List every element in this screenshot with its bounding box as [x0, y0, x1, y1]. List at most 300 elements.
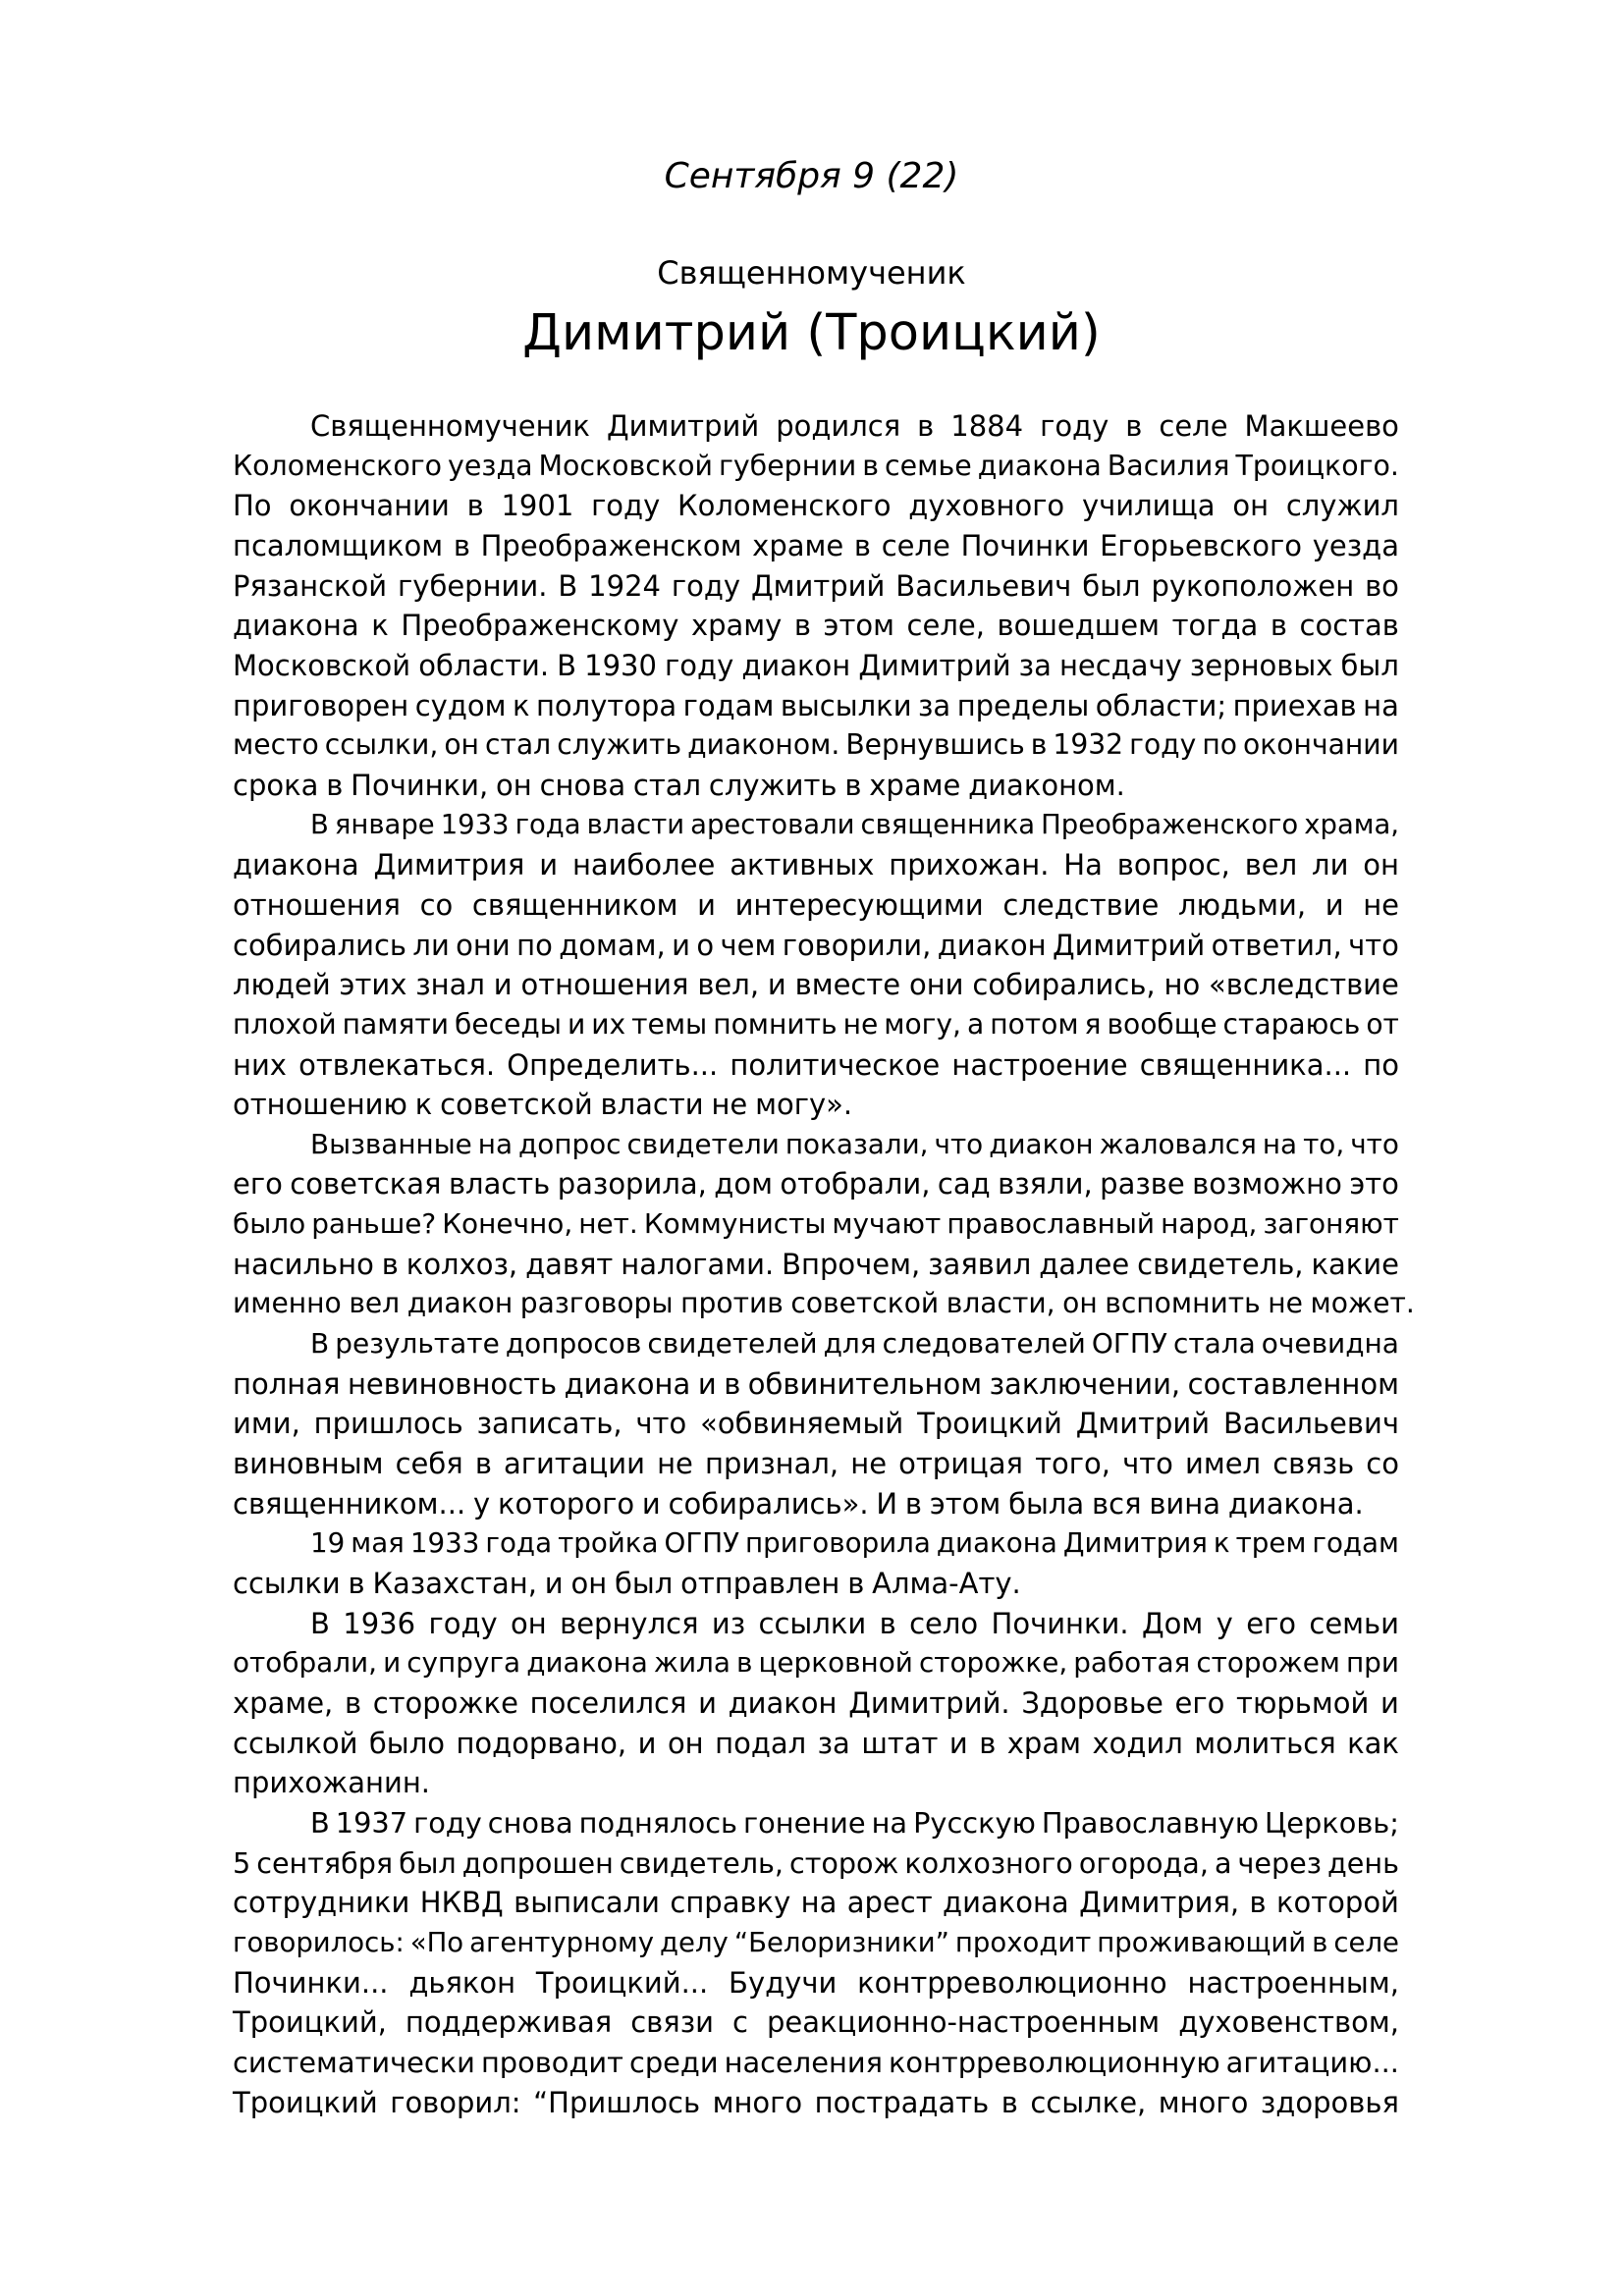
word: полная	[233, 1366, 341, 1401]
word: Дом	[1141, 1606, 1204, 1640]
word: сотрудники	[233, 1886, 410, 1920]
word: не	[1363, 887, 1399, 922]
word: тюрьмой	[1236, 1686, 1370, 1720]
word: По	[233, 489, 272, 523]
word: через	[1237, 1845, 1322, 1880]
text-line	[233, 566, 1399, 607]
word: насильно	[233, 1247, 374, 1281]
word: Коломенского	[233, 449, 443, 482]
word: штат	[861, 1726, 939, 1760]
word: рукоположен	[1151, 568, 1355, 603]
word: Васильевич	[895, 568, 1072, 603]
word: годам	[682, 688, 775, 722]
word: какие	[1311, 1247, 1399, 1281]
word: 19	[310, 1526, 346, 1560]
word: с	[731, 2005, 748, 2040]
text-line	[233, 1164, 1399, 1204]
word: в	[1270, 609, 1287, 643]
word: в	[735, 1646, 753, 1680]
word: его	[233, 1167, 283, 1201]
word: Димитрия	[1062, 1526, 1208, 1560]
word: агентурному	[469, 1926, 654, 1958]
word: именно	[233, 1287, 342, 1320]
word: селе	[881, 528, 950, 562]
word: году	[591, 489, 661, 523]
word: Димитрий.	[848, 1686, 1010, 1720]
word: выписали	[514, 1886, 661, 1920]
word: нет.	[578, 1207, 638, 1241]
word: окончании	[1243, 728, 1399, 762]
word: что	[1350, 1127, 1399, 1160]
word: диакона	[943, 1886, 1069, 1920]
word: Коммунисты	[643, 1207, 827, 1241]
word: году	[671, 568, 741, 603]
word: он	[570, 1567, 608, 1601]
word: семьи	[1309, 1606, 1399, 1640]
word: Здоровье	[1021, 1686, 1163, 1720]
word: поддерживая	[405, 2005, 613, 2040]
word: о	[696, 928, 715, 962]
word: советская	[290, 1167, 442, 1201]
word: было	[233, 1207, 306, 1241]
word: его	[1174, 1686, 1225, 1720]
word: в	[793, 609, 811, 643]
word: был	[399, 1845, 457, 1880]
word: Преображенскому	[401, 609, 679, 643]
word: поселился	[529, 1686, 687, 1720]
word: допросов	[505, 1327, 642, 1361]
word: судом	[414, 688, 507, 722]
word: приехав	[1232, 688, 1357, 722]
word: могу».	[755, 1088, 853, 1122]
text-line	[233, 1883, 1399, 1923]
word: них	[233, 1047, 287, 1082]
word: агитацию...	[1225, 2045, 1399, 2079]
word: Впрочем,	[782, 1247, 921, 1281]
text-line	[233, 486, 1399, 526]
word: в	[1125, 409, 1143, 443]
word: невиновность	[347, 1366, 558, 1401]
word: Московской	[538, 449, 713, 482]
word: псаломщиком	[233, 528, 444, 562]
word: диаконом.	[968, 768, 1125, 802]
word: 1924	[588, 568, 661, 603]
word: Егорьевского	[1100, 528, 1303, 562]
word: 1884	[950, 409, 1024, 443]
text-line	[233, 766, 1399, 806]
word: диакона	[936, 1526, 1057, 1560]
word: арест	[846, 1886, 933, 1920]
text-line	[233, 2002, 1399, 2043]
text-line	[233, 2083, 1399, 2123]
word: говорили,	[782, 928, 932, 962]
word: что	[1348, 928, 1399, 962]
word: и	[637, 1726, 657, 1760]
text-line	[233, 1364, 1399, 1405]
word: вообще	[1107, 1007, 1217, 1041]
word: обвинительном	[747, 1366, 983, 1401]
word: годам	[1312, 1526, 1399, 1560]
word: поднялось	[578, 1805, 738, 1840]
text-line	[233, 1404, 1399, 1444]
word: в	[853, 528, 872, 562]
word: настроение	[951, 1047, 1128, 1082]
word: чем	[720, 928, 777, 962]
word: состав	[1299, 609, 1399, 643]
word: они	[456, 928, 511, 962]
word: священника...	[1139, 1047, 1352, 1082]
text-line	[233, 806, 1399, 846]
word: в	[1312, 1926, 1328, 1958]
word: 1937	[335, 1805, 408, 1840]
word: ссылкой	[233, 1726, 358, 1760]
word: Дмитрий	[1075, 1407, 1211, 1441]
word: трем	[1235, 1526, 1307, 1560]
word: Починки,	[351, 768, 489, 802]
word: село	[909, 1606, 979, 1640]
word: и	[493, 968, 513, 1002]
word: в	[453, 528, 470, 562]
word: православный	[947, 1207, 1156, 1241]
word: налогами.	[621, 1247, 775, 1281]
word: В	[310, 1327, 330, 1361]
word: вернулся	[560, 1606, 699, 1640]
word: в	[862, 449, 879, 482]
word: он	[1062, 1287, 1098, 1320]
word: беседы	[455, 1007, 563, 1041]
word: году	[1040, 409, 1109, 443]
text-line	[233, 1245, 1399, 1285]
word: диакон	[741, 648, 851, 682]
word: от	[1366, 1007, 1399, 1041]
word: знал	[415, 968, 485, 1002]
word: несдачу	[1058, 648, 1182, 682]
word: я	[1084, 1007, 1102, 1041]
word: селе	[1159, 409, 1228, 443]
word: приговорен	[233, 688, 409, 722]
word: а	[966, 1007, 985, 1041]
word: январе	[334, 809, 435, 840]
word: дьякон	[408, 1965, 516, 2000]
word: и	[672, 928, 690, 962]
word: что	[635, 1407, 687, 1441]
text-line	[233, 646, 1399, 686]
text-line	[233, 1005, 1399, 1045]
word: “Пришлось	[533, 2085, 701, 2119]
word: давят	[525, 1247, 614, 1281]
word: гонение	[743, 1805, 866, 1840]
word: ОГПУ	[664, 1526, 740, 1560]
word: отношения	[233, 887, 401, 922]
word: следователей	[882, 1327, 1086, 1361]
word: В	[558, 568, 578, 603]
word: 1936	[343, 1606, 416, 1640]
word: как	[1347, 1726, 1399, 1760]
text-line	[233, 725, 1399, 766]
text-line	[233, 1763, 1399, 1803]
text-line	[233, 1803, 1399, 1843]
word: Троицкий...	[535, 1965, 709, 2000]
text-line	[233, 1923, 1399, 1963]
word: они	[908, 968, 964, 1002]
word: ответил,	[1211, 928, 1342, 962]
word: диакона	[977, 449, 1102, 482]
word: супруга	[406, 1646, 521, 1680]
word: 5	[233, 1845, 251, 1880]
word: отрицая	[898, 1447, 1024, 1481]
word: и	[697, 1366, 717, 1401]
word: может.	[1310, 1287, 1415, 1320]
word: не	[850, 1447, 888, 1481]
word: власти,	[946, 1287, 1055, 1320]
word: у	[1216, 1606, 1233, 1640]
word: которой	[1276, 1886, 1399, 1920]
word: сторожке	[372, 1686, 518, 1720]
word: а	[1214, 1845, 1232, 1880]
word: окончании	[289, 489, 450, 523]
word: отобрали,	[233, 1646, 378, 1680]
word: по	[1363, 1047, 1399, 1082]
word: для	[823, 1327, 877, 1361]
text-line	[233, 926, 1399, 966]
word: жаловался	[1099, 1127, 1257, 1160]
word: свидетель,	[1137, 1247, 1304, 1281]
word: его	[1246, 1606, 1297, 1640]
text-line	[233, 965, 1399, 1005]
word: себя	[395, 1447, 463, 1481]
text-line	[233, 526, 1399, 566]
word: губернии	[718, 449, 857, 482]
word: Преображенского	[1041, 809, 1299, 840]
word: Димитрий	[1053, 928, 1206, 962]
word: В	[310, 1606, 330, 1640]
word: этом	[823, 609, 894, 643]
word: много	[1158, 2085, 1249, 2119]
saint-rank-subtitle: Священномученик	[657, 254, 966, 292]
word: он	[444, 728, 479, 762]
word: что	[1122, 1447, 1173, 1481]
word: диакона	[526, 1646, 648, 1680]
word: храм	[1006, 1726, 1081, 1760]
word: служил	[1285, 489, 1399, 523]
word: 1932	[1053, 728, 1124, 762]
word: года	[514, 809, 581, 840]
word: допрос	[518, 1127, 622, 1160]
word: сад	[937, 1167, 991, 1201]
word: Коломенского	[677, 489, 892, 523]
word: Починки...	[233, 1965, 389, 2000]
word: загоняют	[1263, 1207, 1399, 1241]
word: у	[473, 1486, 491, 1521]
word: диакон	[728, 1686, 838, 1720]
word: в	[326, 768, 344, 802]
word: Казахстан,	[372, 1567, 537, 1601]
word: диакона	[233, 848, 359, 882]
word: жила	[653, 1646, 730, 1680]
word: интересующими	[734, 887, 984, 922]
word: приговорила	[745, 1526, 931, 1560]
word: сторожке,	[918, 1646, 1068, 1680]
word: тройка	[558, 1526, 659, 1560]
word: советской	[440, 1088, 593, 1122]
word: Православную	[1041, 1805, 1259, 1840]
word: Определить...	[507, 1047, 719, 1082]
word: Московской	[233, 648, 411, 682]
word: со	[419, 887, 454, 922]
word: свидетелей	[647, 1327, 818, 1361]
text-line	[233, 1843, 1399, 1884]
word: Троицкого.	[1235, 449, 1399, 482]
word: священником...	[233, 1486, 466, 1521]
word: того,	[1035, 1447, 1110, 1481]
word: Вызванные	[310, 1127, 472, 1160]
word: справку	[670, 1886, 791, 1920]
word: мая	[351, 1526, 405, 1560]
text-line	[233, 1125, 1399, 1165]
word: к	[512, 688, 530, 722]
word: отношения	[520, 968, 689, 1002]
word: в	[474, 1447, 492, 1481]
word: разве	[1100, 1167, 1185, 1201]
word: и	[539, 848, 559, 882]
word: зерновых	[1189, 648, 1333, 682]
word: диакон	[406, 1287, 514, 1320]
word: в	[1001, 2085, 1018, 2119]
word: В	[310, 809, 329, 840]
word: делу	[660, 1926, 729, 1958]
word: Вернувшись	[845, 728, 1025, 762]
word: и	[948, 1726, 968, 1760]
word: заключении,	[989, 1366, 1181, 1401]
word: следствие	[1002, 887, 1160, 922]
word: в	[1249, 1886, 1267, 1920]
word: домам,	[559, 928, 666, 962]
word: вел	[349, 1287, 401, 1320]
word: и	[641, 1486, 661, 1521]
word: колхоз,	[406, 1247, 518, 1281]
word: вместе	[794, 968, 901, 1002]
word: отвлекаться.	[298, 1047, 496, 1082]
word: разговоры	[519, 1287, 674, 1320]
word: Макшеево	[1244, 409, 1399, 443]
word: настроенным,	[1187, 1965, 1399, 2000]
word: на	[800, 1886, 838, 1920]
word: контрреволюционно	[857, 1965, 1167, 2000]
word: в	[844, 768, 862, 802]
article-body	[233, 406, 1415, 2122]
word: людей	[233, 968, 331, 1002]
word: духовного	[908, 489, 1065, 523]
word: пострадать	[814, 2085, 990, 2119]
word: снова	[487, 1805, 573, 1840]
word: потом	[990, 1007, 1079, 1041]
word: наиболее	[571, 848, 716, 882]
word: Конечно,	[442, 1207, 573, 1241]
word: полутора	[535, 688, 677, 722]
word: Алма-Ату.	[872, 1567, 1021, 1601]
text-line	[233, 606, 1399, 646]
word: тогда	[1171, 609, 1259, 643]
word: работая	[1073, 1646, 1191, 1680]
word: вспомнить	[1105, 1287, 1261, 1320]
text-line	[233, 1484, 1399, 1524]
word: храме,	[233, 1686, 334, 1720]
word: Димитрия	[373, 848, 525, 882]
word: за	[918, 688, 951, 722]
word: не	[657, 1447, 693, 1481]
text-line	[233, 1683, 1399, 1724]
word: в	[917, 409, 935, 443]
word: «вследствие	[1209, 968, 1399, 1002]
word: области.	[418, 648, 550, 682]
word: на	[1363, 688, 1399, 722]
word: плохой	[233, 1007, 337, 1041]
word: Починки.	[991, 1606, 1129, 1640]
text-line	[233, 1085, 1399, 1125]
word: мучают	[832, 1207, 942, 1241]
date-heading: Сентября 9 (22)	[664, 156, 959, 196]
word: году	[428, 1606, 498, 1640]
word: храме	[752, 528, 844, 562]
word: церковной	[758, 1646, 913, 1680]
word: диакона.	[1227, 1486, 1364, 1521]
word: вел,	[697, 968, 760, 1002]
word: сторожем	[1196, 1646, 1340, 1680]
word: Преображенском	[480, 528, 742, 562]
text-line	[233, 1564, 1399, 1604]
word: И	[876, 1486, 898, 1521]
word: диакон	[989, 1127, 1094, 1160]
word: и	[383, 1646, 402, 1680]
text-line	[233, 845, 1399, 885]
word: отношению	[233, 1088, 407, 1122]
word: советской	[790, 1287, 940, 1320]
word: прихожан.	[889, 848, 1050, 882]
word: служить	[557, 728, 682, 762]
word: политическое	[730, 1047, 941, 1082]
word: ссылке,	[1030, 2085, 1147, 2119]
word: году	[413, 1805, 482, 1840]
word: ими,	[233, 1407, 300, 1441]
word: место	[233, 728, 319, 762]
text-line	[233, 406, 1399, 447]
word: дом	[714, 1167, 773, 1201]
word: селе	[1333, 1926, 1399, 1958]
word: собирались	[233, 928, 407, 962]
word: в	[344, 1686, 362, 1720]
word: селе,	[906, 609, 985, 643]
word: «обвиняемый	[700, 1407, 904, 1441]
word: которого	[498, 1486, 635, 1521]
word: высылки	[780, 688, 912, 722]
word: со	[1366, 1447, 1399, 1481]
word: отправлен	[680, 1567, 840, 1601]
word: результате	[335, 1327, 500, 1361]
word: священника	[860, 809, 1036, 840]
word: к	[1213, 1526, 1230, 1560]
word: сентября	[256, 1845, 394, 1880]
word: ссылки	[233, 1567, 341, 1601]
word: народ,	[1161, 1207, 1258, 1241]
word: Священномученик	[310, 409, 590, 443]
word: диакон	[937, 928, 1047, 962]
word: диаконом.	[687, 728, 840, 762]
word: и	[568, 1007, 586, 1041]
word: ли	[412, 928, 450, 962]
word: день	[1327, 1845, 1399, 1880]
word: свидетели	[626, 1127, 780, 1160]
word: по	[516, 928, 553, 962]
